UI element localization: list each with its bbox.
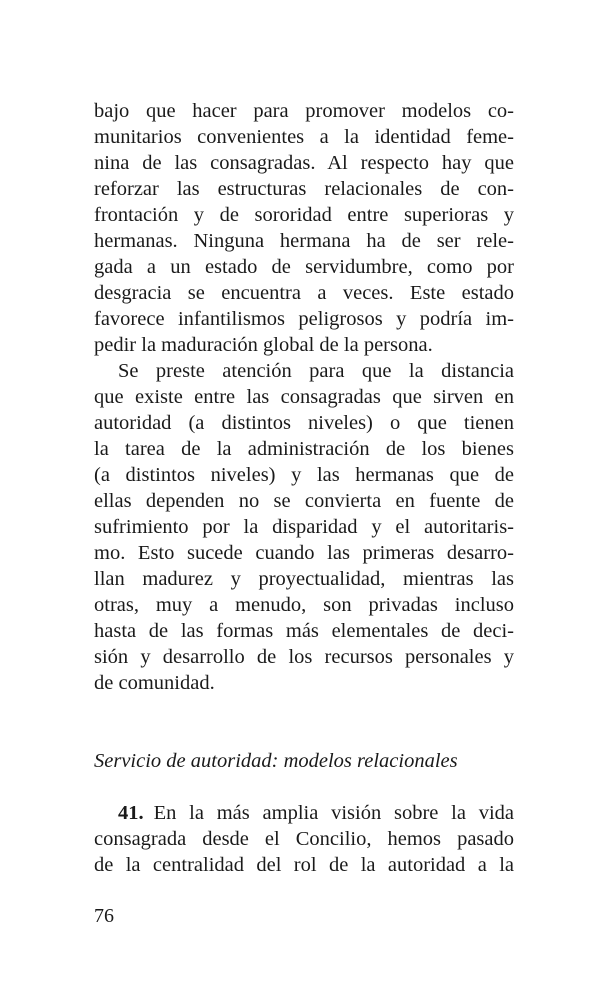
text-line: desgracia se encuentra a veces. Este estado bbox=[94, 282, 514, 304]
text-line: nina de las consagradas. Al respecto hay que bbox=[94, 152, 514, 174]
page-number: 76 bbox=[94, 905, 114, 927]
text-line: llan madurez y proyectualidad, mientras las bbox=[94, 568, 514, 590]
text-line: (a distintos niveles) y las hermanas que de bbox=[94, 464, 514, 486]
paragraph-3 bbox=[94, 800, 514, 878]
text-line: munitarios convenientes a la identidad feme- bbox=[94, 126, 514, 148]
text-line: hermanas. Ninguna hermana ha de ser rele- bbox=[94, 230, 514, 252]
paragraph-text: En la más amplia visión sobre la vida bbox=[153, 802, 514, 824]
text-line: sión y desarrollo de los recursos personales y bbox=[94, 646, 514, 668]
text-line: otras, muy a menudo, son privadas incluso bbox=[94, 594, 514, 616]
text-line: que existe entre las consagradas que sirven en bbox=[94, 386, 514, 408]
text-line bbox=[94, 800, 514, 826]
text-line: ellas dependen no se convierta en fuente de bbox=[94, 490, 514, 512]
text-line: hasta de las formas más elementales de deci- bbox=[94, 620, 514, 642]
text-line: mo. Esto sucede cuando las primeras desarro- bbox=[94, 542, 514, 564]
text-line: reforzar las estructuras relacionales de con- bbox=[94, 178, 514, 200]
paragraph-2 bbox=[94, 358, 514, 696]
text-line: autoridad (a distintos niveles) o que tienen bbox=[94, 412, 514, 434]
text-line: bajo que hacer para promover modelos co- bbox=[94, 100, 514, 122]
text-line: favorece infantilismos peligrosos y podría im- bbox=[94, 308, 514, 330]
paragraph-1 bbox=[94, 98, 514, 358]
text-line: de la centralidad del rol de la autoridad a la bbox=[94, 854, 514, 876]
text-line: sufrimiento por la disparidad y el autoritaris- bbox=[94, 516, 514, 538]
text-line: frontación y de sororidad entre superioras y bbox=[94, 204, 514, 226]
section-heading: Servicio de autoridad: modelos relacionales bbox=[94, 750, 458, 772]
text-line: gada a un estado de servidumbre, como por bbox=[94, 256, 514, 278]
text-line: la tarea de la administración de los bienes bbox=[94, 438, 514, 460]
text-line: pedir la maduración global de la persona. bbox=[94, 334, 433, 356]
text-line: de comunidad. bbox=[94, 672, 215, 694]
page-body bbox=[94, 98, 514, 878]
text-line: consagrada desde el Concilio, hemos pasado bbox=[94, 828, 514, 850]
paragraph-number: 41. bbox=[118, 802, 144, 824]
text-line: Se preste atención para que la distancia bbox=[118, 360, 514, 382]
